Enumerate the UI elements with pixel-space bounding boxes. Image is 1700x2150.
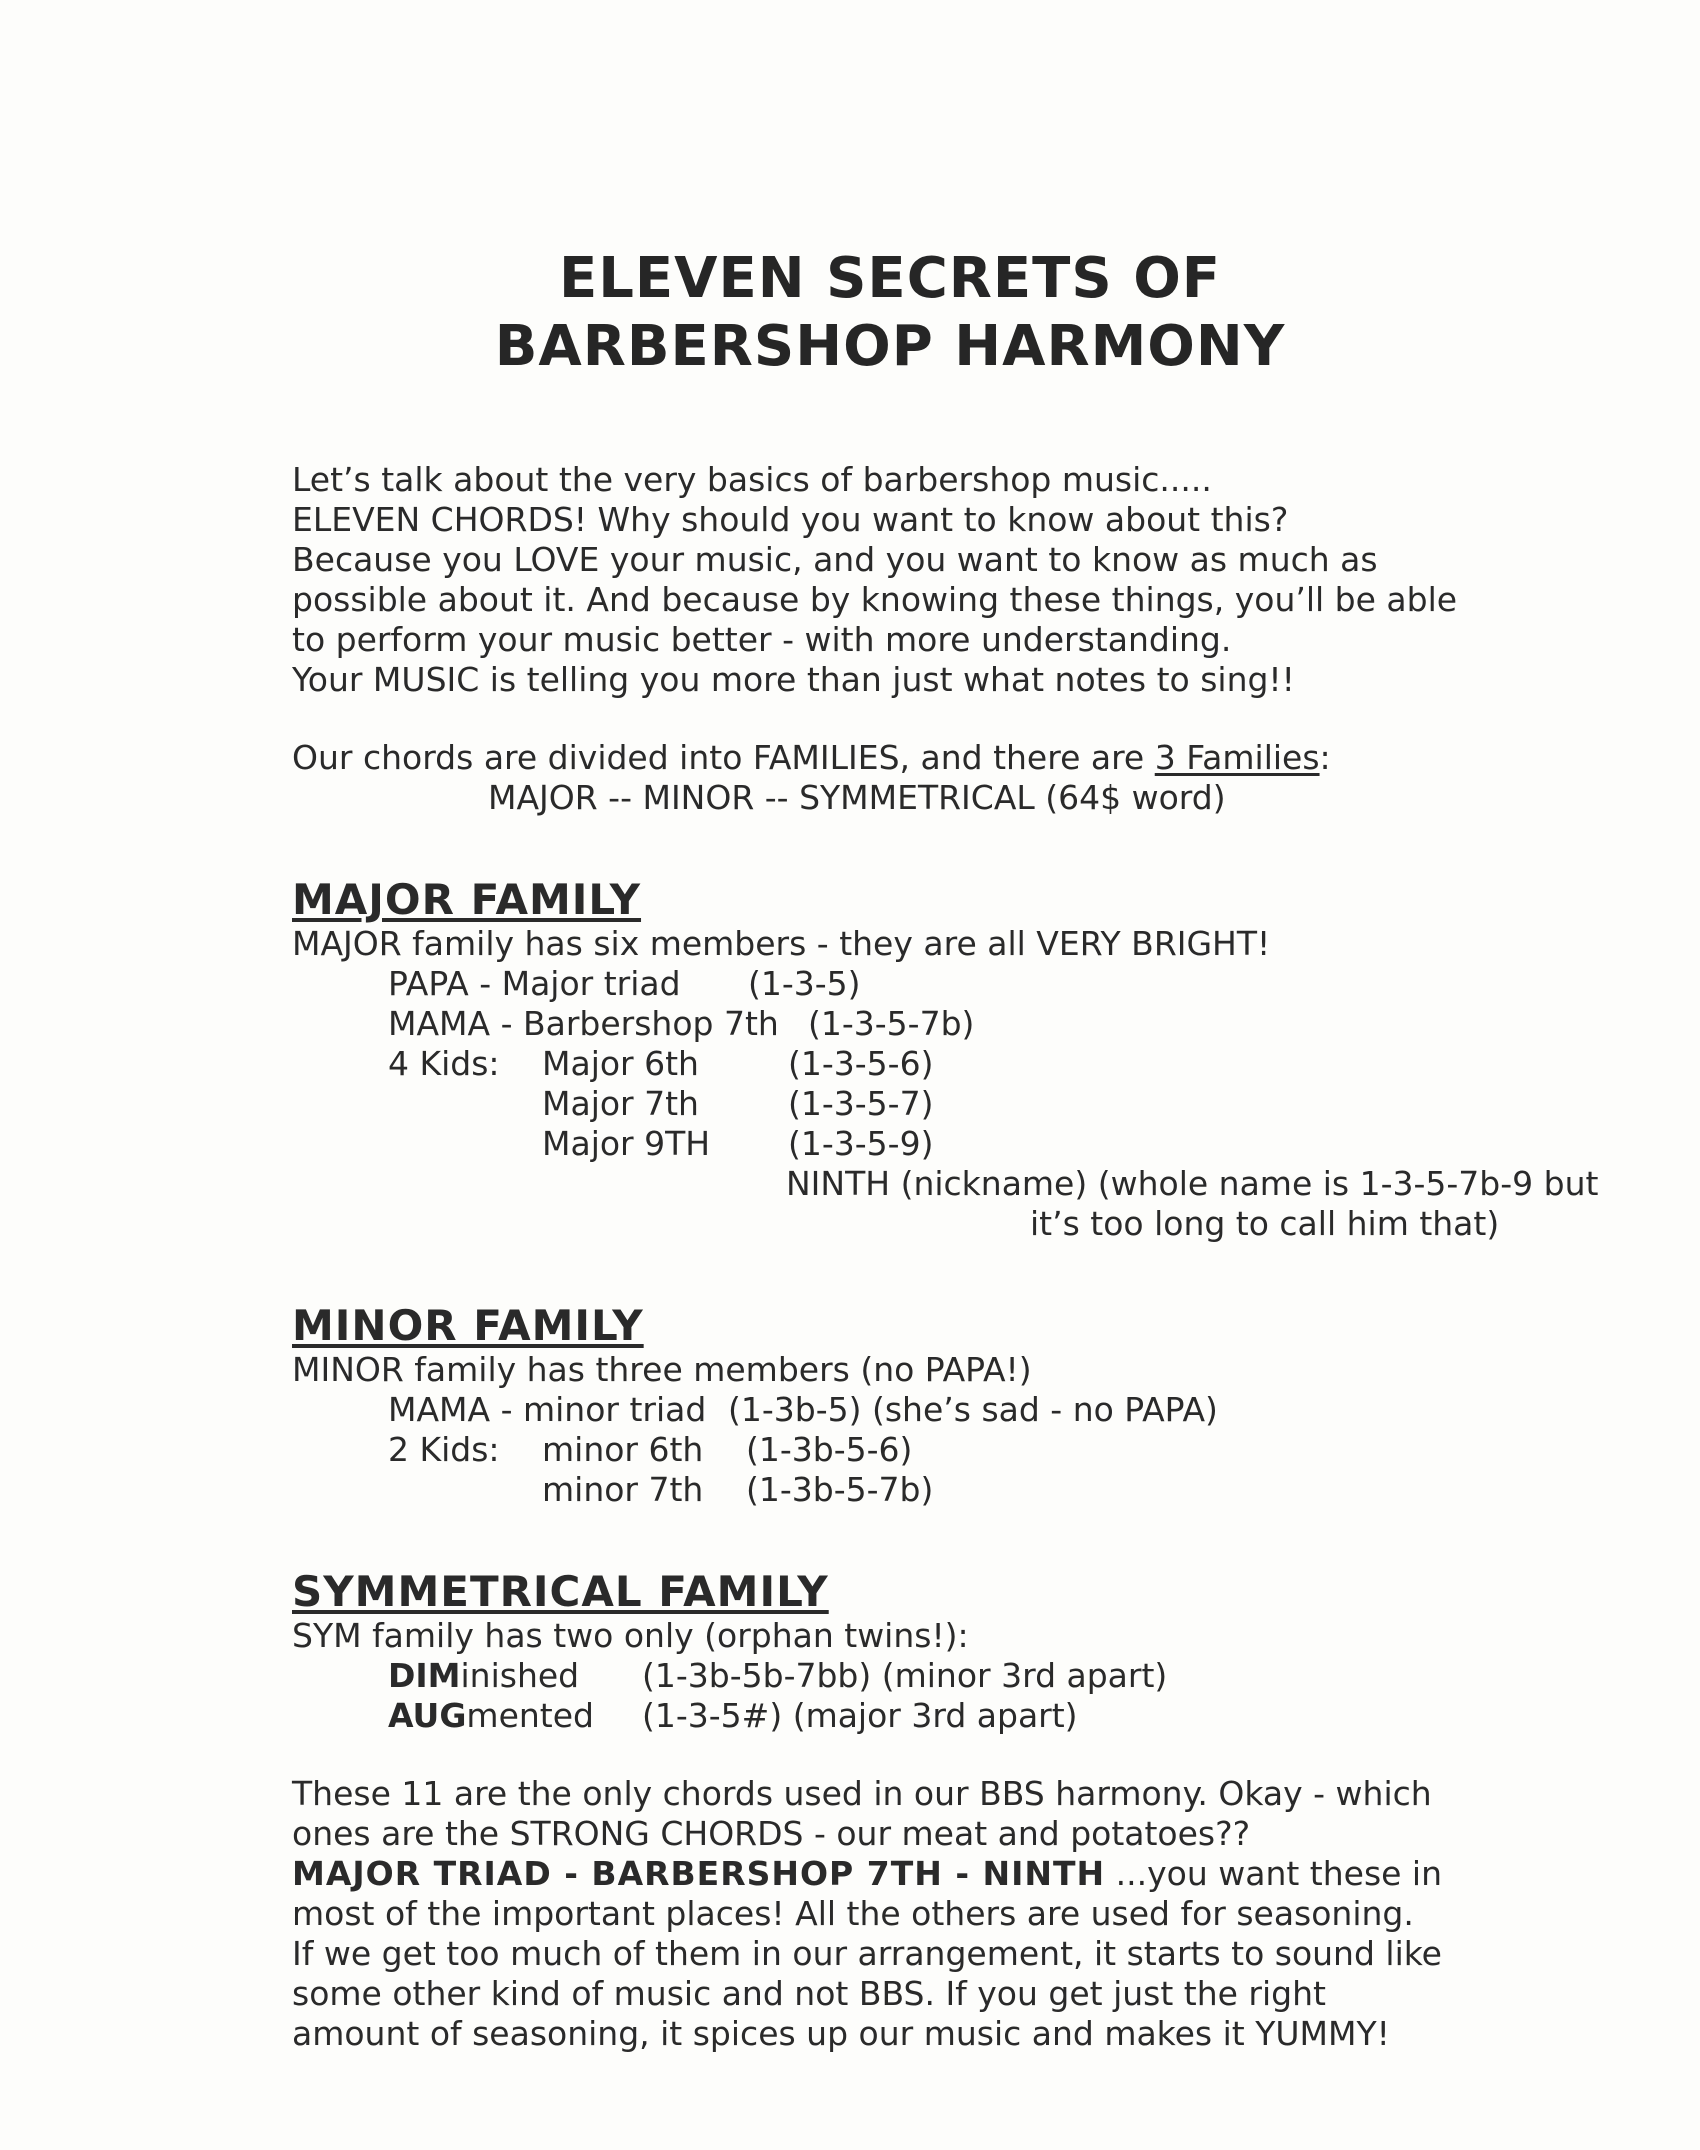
intro-line: Your MUSIC is telling you more than just what notes to sing!! <box>292 660 1295 699</box>
chord-formula: (1-3-5-6) <box>788 1044 934 1083</box>
families-list: MAJOR -- MINOR -- SYMMETRICAL (64$ word) <box>488 778 1226 817</box>
closing-paragraph <box>292 1774 1592 2054</box>
chord-formula: (1-3b-5b-7bb) (minor 3rd apart) <box>642 1656 1168 1695</box>
chord-row <box>292 1084 1592 1124</box>
chord-formula: (1-3-5-7) <box>788 1084 934 1123</box>
chord-formula: (1-3b-5-6) <box>746 1430 913 1469</box>
chord-row <box>292 1390 1592 1430</box>
families-intro-text: Our chords are divided into FAMILIES, and there are <box>292 738 1155 777</box>
chord-name: minor 6th <box>542 1430 704 1469</box>
minor-family-heading: MINOR FAMILY <box>292 1301 644 1350</box>
chord-abbrev: DIM <box>388 1656 461 1695</box>
symmetrical-family-heading: SYMMETRICAL FAMILY <box>292 1567 829 1616</box>
intro-line: Because you LOVE your music, and you want to know as much as <box>292 540 1378 579</box>
chord-formula: (1-3-5-9) <box>788 1124 934 1163</box>
families-intro <box>292 738 1592 818</box>
chord-name <box>388 1656 642 1696</box>
symmetrical-family-desc: SYM family has two only (orphan twins!): <box>292 1616 969 1655</box>
chord-row <box>292 1470 1592 1510</box>
strong-chords: MAJOR TRIAD - BARBERSHOP 7TH - NINTH <box>292 1854 1106 1893</box>
chord-name: MAMA - Barbershop 7th <box>388 1004 779 1043</box>
closing-line: amount of seasoning, it spices up our music and makes it YUMMY! <box>292 2014 1390 2053</box>
chord-name-rest: inished <box>460 1656 580 1695</box>
title-line-2: BARBERSHOP HARMONY <box>494 314 1286 379</box>
closing-line: some other kind of music and not BBS. If you get just the right <box>292 1974 1326 2013</box>
closing-line: ones are the STRONG CHORDS - our meat and potatoes?? <box>292 1814 1251 1853</box>
intro-line: possible about it. And because by knowing these things, you’ll be able <box>292 580 1458 619</box>
families-intro-colon: : <box>1319 738 1331 777</box>
intro-line: Let’s talk about the very basics of barbershop music..... <box>292 460 1212 499</box>
chord-name-rest: mented <box>466 1696 594 1735</box>
chord-formula: (1-3b-5-7b) <box>746 1470 934 1509</box>
chord-abbrev: AUG <box>388 1696 467 1735</box>
chord-name: MAMA - minor triad <box>388 1390 707 1429</box>
chord-name: Major 9TH <box>542 1124 711 1163</box>
chord-name: Major 7th <box>542 1084 699 1123</box>
closing-line: These 11 are the only chords used in our BBS harmony. Okay - which <box>292 1774 1432 1813</box>
ninth-chord: NINTH (nickname) (whole name is 1-3-5-7b-9 but <box>786 1164 1599 1203</box>
chord-row <box>292 1044 1592 1084</box>
chord-row <box>292 1696 1592 1736</box>
chord-name <box>388 1696 642 1736</box>
kids-label: 4 Kids: <box>388 1044 500 1083</box>
ninth-chord-continued: it’s too long to call him that) <box>1030 1204 1500 1243</box>
chord-formula: (1-3b-5) (she’s sad - no PAPA) <box>728 1390 1218 1429</box>
chord-name: PAPA - Major triad <box>388 964 681 1003</box>
major-family-section <box>292 875 1599 1244</box>
document-body <box>292 460 1599 2054</box>
symmetrical-family-section <box>292 1568 1592 1736</box>
intro-line: ELEVEN CHORDS! Why should you want to know about this? <box>292 500 1289 539</box>
chord-row <box>292 1656 1592 1696</box>
closing-line: ...you want these in <box>1105 1854 1443 1893</box>
major-family-desc: MAJOR family has six members - they are all VERY BRIGHT! <box>292 924 1271 963</box>
title-line-1: ELEVEN SECRETS OF <box>558 246 1222 311</box>
chord-formula: (1-3-5) <box>748 964 861 1003</box>
intro-line: to perform your music better - with more understanding. <box>292 620 1232 659</box>
closing-line: If we get too much of them in our arrangement, it starts to sound like <box>292 1934 1442 1973</box>
closing-line: most of the important places! All the others are used for seasoning. <box>292 1894 1414 1933</box>
document-title <box>0 245 1700 381</box>
chord-row <box>292 1430 1592 1470</box>
kids-label: 2 Kids: <box>388 1430 500 1469</box>
minor-family-section <box>292 1302 1592 1510</box>
chord-formula: (1-3-5-7b) <box>808 1004 975 1043</box>
intro-paragraph <box>292 460 1592 700</box>
chord-formula: (1-3-5#) (major 3rd apart) <box>642 1696 1078 1735</box>
chord-name: Major 6th <box>542 1044 699 1083</box>
minor-family-desc: MINOR family has three members (no PAPA!) <box>292 1350 1032 1389</box>
chord-row <box>292 1124 1592 1164</box>
chord-row <box>292 964 1592 1004</box>
major-family-heading: MAJOR FAMILY <box>292 875 642 924</box>
chord-row <box>292 1004 1592 1044</box>
families-count: 3 Families <box>1154 738 1320 777</box>
chord-name: minor 7th <box>542 1470 704 1509</box>
